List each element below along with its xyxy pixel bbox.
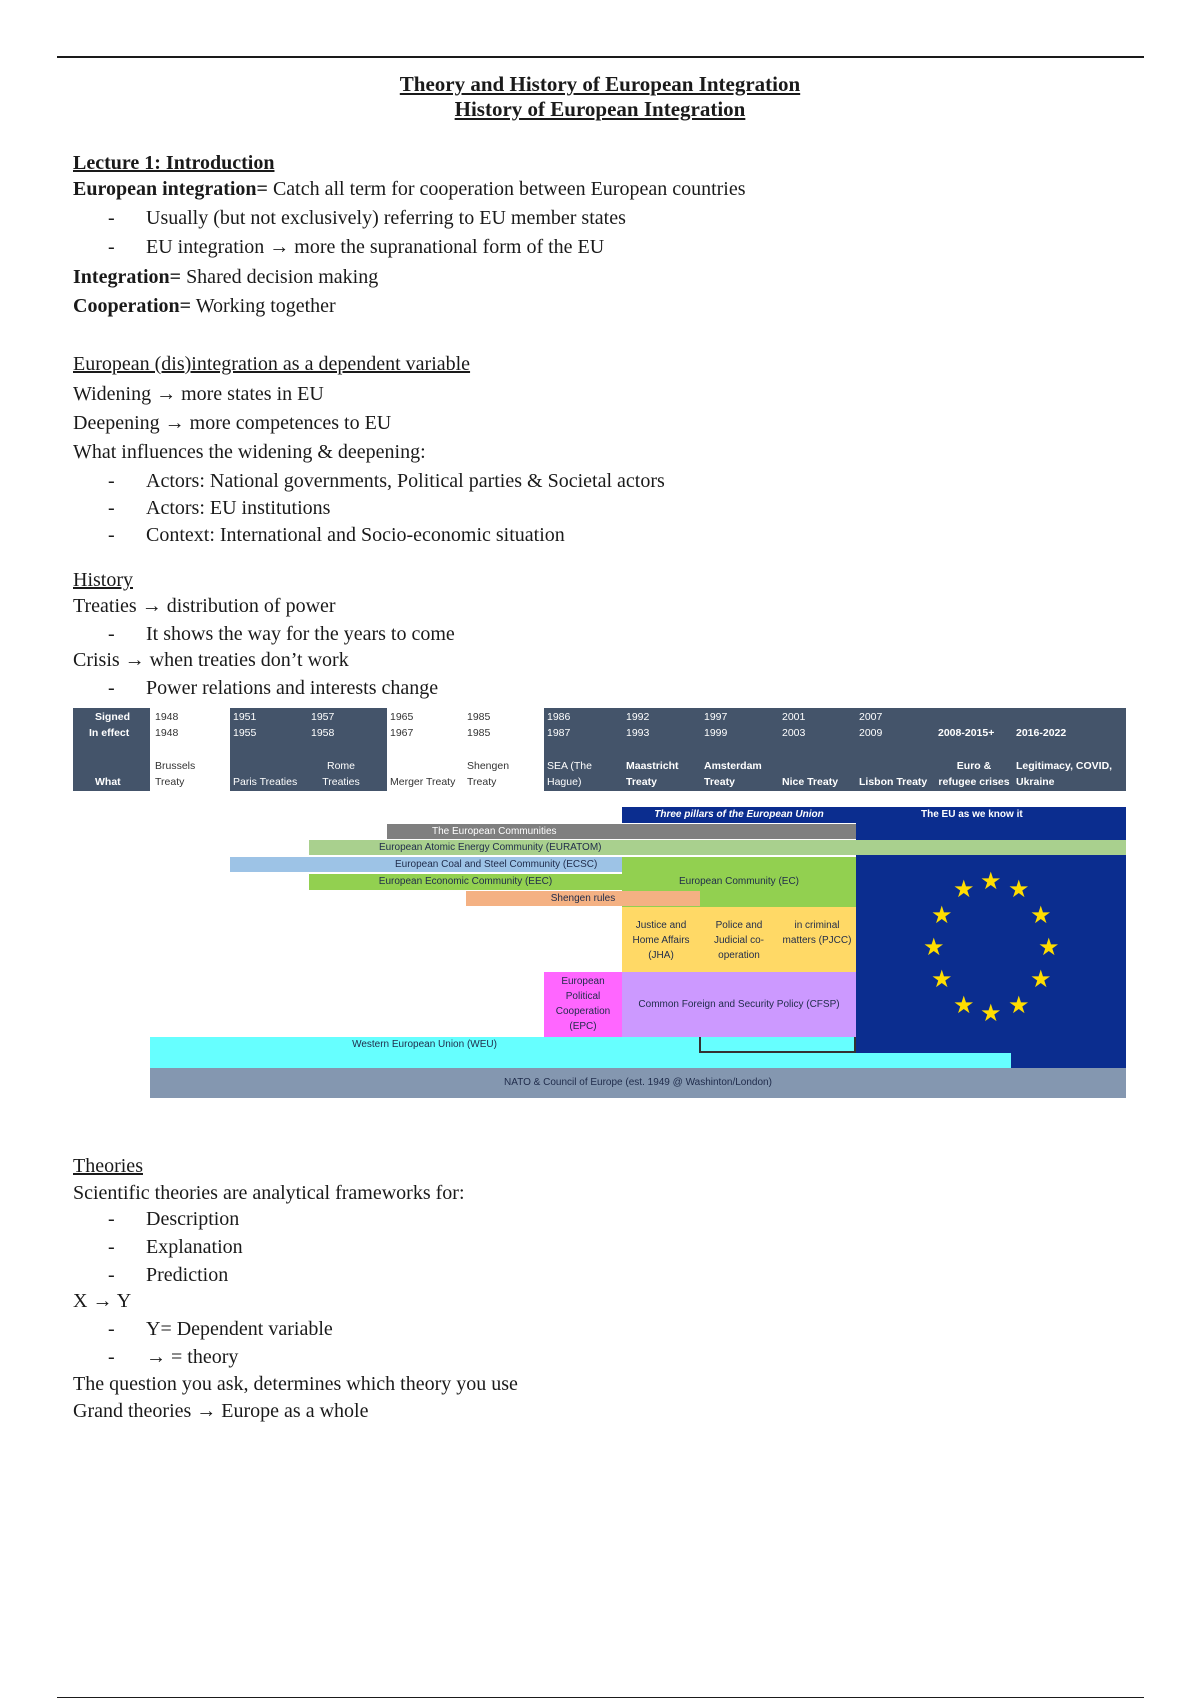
jha-label: Justice and Home Affairs (JHA) [632,920,690,961]
text-line: Widening → more states in EU [73,383,324,405]
bullet-item: - Explanation [108,1236,243,1258]
document-header [0,72,1200,122]
treaty-name: SEA (The Hague) [547,760,592,788]
weu-bar-extension [150,1053,1011,1068]
treaty-name: Maastricht Treaty [626,760,679,788]
nato-bar: NATO & Council of Europe (est. 1949 @ Washinton/London) [150,1068,1126,1098]
top-rule [57,56,1144,58]
eu-timeline-figure [73,708,1126,1123]
lecture-heading: Lecture 1: Introduction [73,152,275,174]
bullet-item: - It shows the way for the years to come [108,623,455,645]
ec-bar: European Community (EC) [622,857,856,917]
signed-year: 2001 [782,711,806,723]
pjcc-label-b: in criminal matters (PJCC) [782,920,852,946]
eec-bar: European Economic Community (EEC) [309,874,622,890]
effect-year: 1955 [233,727,257,739]
eu-star-icon: ★ [953,992,975,1019]
row-label-what: What [95,776,121,788]
eu-star-icon: ★ [1030,966,1052,993]
text-line: Deepening → more competences to EU [73,412,392,434]
effect-year: 1999 [704,727,728,739]
treaty-name: Amsterdam Treaty [704,760,762,788]
eu-star-icon: ★ [931,902,953,929]
period-description: Euro & refugee crises [938,760,1010,788]
treaty-name: Nice Treaty [782,776,839,788]
section-heading: History [73,569,133,591]
signed-year: 1997 [704,711,728,723]
document-title: Theory and History of European Integration [399,72,801,96]
period-description: Legitimacy, COVID, Ukraine [1016,760,1113,788]
treaty-name: Brussels Treaty [155,760,196,788]
row-label-signed: Signed [95,711,131,723]
weu-bar: Western European Union (WEU) [150,1037,699,1053]
definition-line: Cooperation= Working together [73,295,336,317]
pjcc-label-a: Police and Judicial co-operation [713,920,765,961]
effect-year: 1948 [155,727,179,739]
bullet-item: - Prediction [108,1264,229,1286]
eu-star-icon: ★ [1038,934,1060,961]
text-line: Treaties → distribution of power [73,595,336,617]
eu-star-icon: ★ [953,876,975,903]
treaty-name: Merger Treaty [390,776,456,788]
weu-segment [699,1037,856,1053]
text-line: Crisis → when treaties don’t work [73,649,349,671]
effect-year: 1958 [311,727,335,739]
eu-star-icon: ★ [980,1000,1002,1027]
eu-star-icon: ★ [923,934,945,961]
cfsp-block: Common Foreign and Security Policy (CFSP) [622,972,856,1037]
effect-year: 1985 [467,727,491,739]
period-label: 2008-2015+ [938,727,995,739]
eu-star-icon: ★ [1008,992,1030,1019]
definition-line: Integration= Shared decision making [73,266,379,288]
eu-star-icon: ★ [1008,876,1030,903]
schengen-bar: Shengen rules [466,891,700,906]
text-line: X → Y [73,1290,132,1312]
epc-block: European Political Cooperation (EPC) [544,972,622,1037]
eu-star-icon: ★ [931,966,953,993]
text-line: Scientific theories are analytical frameworks for: [73,1182,465,1204]
text-line: Grand theories → Europe as a whole [73,1400,369,1422]
eu-as-we-know-it-block: The EU as we know it [856,807,1126,1084]
eu-star-icon: ★ [980,868,1002,895]
bottom-rule [57,1697,1144,1698]
effect-year: 1967 [390,727,414,739]
treaty-name: Rome Treaties [322,760,360,788]
effect-year: 2009 [859,727,883,739]
bullet-item: - Actors: EU institutions [108,497,331,519]
effect-year: 1993 [626,727,650,739]
bullet-item: - Power relations and interests change [108,677,439,699]
bullet-item: - Description [108,1208,240,1230]
signed-year: 1992 [626,711,650,723]
treaty-name: Shengen Treaty [467,760,510,788]
section-heading: European (dis)integration as a dependent variable [73,353,471,375]
signed-year: 1965 [390,711,414,723]
ecsc-bar: European Coal and Steel Community (ECSC) [230,857,699,872]
signed-year: 1986 [547,711,571,723]
document-subtitle: History of European Integration [454,97,746,121]
eu-star-icon: ★ [1030,902,1052,929]
section-heading: Theories [73,1155,143,1177]
definition-line: European integration= Catch all term for cooperation between European countries [73,178,746,200]
bullet-item: - Context: International and Socio-economic situation [108,524,565,546]
signed-year: 1951 [233,711,257,723]
treaty-name: Paris Treaties [233,776,298,788]
signed-year: 1948 [155,711,179,723]
signed-year: 2007 [859,711,883,723]
row-label-in-effect: In effect [89,727,130,739]
signed-year: 1957 [311,711,335,723]
effect-year: 1987 [547,727,571,739]
euratom-bar: European Atomic Energy Community (EURATOM) [309,840,1126,855]
bullet-item: - Y= Dependent variable [108,1318,333,1340]
bullet-item: - Usually (but not exclusively) referring to EU member states [108,207,626,229]
bullet-item: - → = theory [108,1346,239,1368]
three-pillars-banner: Three pillars of the European Union [622,807,856,823]
european-communities-bar: The European Communities [387,824,856,839]
treaty-name: Lisbon Treaty [859,776,928,788]
text-line: What influences the widening & deepening: [73,441,426,463]
period-label: 2016-2022 [1016,727,1067,739]
bullet-item: - Actors: National governments, Political parties & Societal actors [108,470,665,492]
text-line: The question you ask, determines which theory you use [73,1373,518,1395]
bullet-item: - EU integration → more the supranational form of the EU [108,236,605,258]
signed-year: 1985 [467,711,491,723]
effect-year: 2003 [782,727,806,739]
